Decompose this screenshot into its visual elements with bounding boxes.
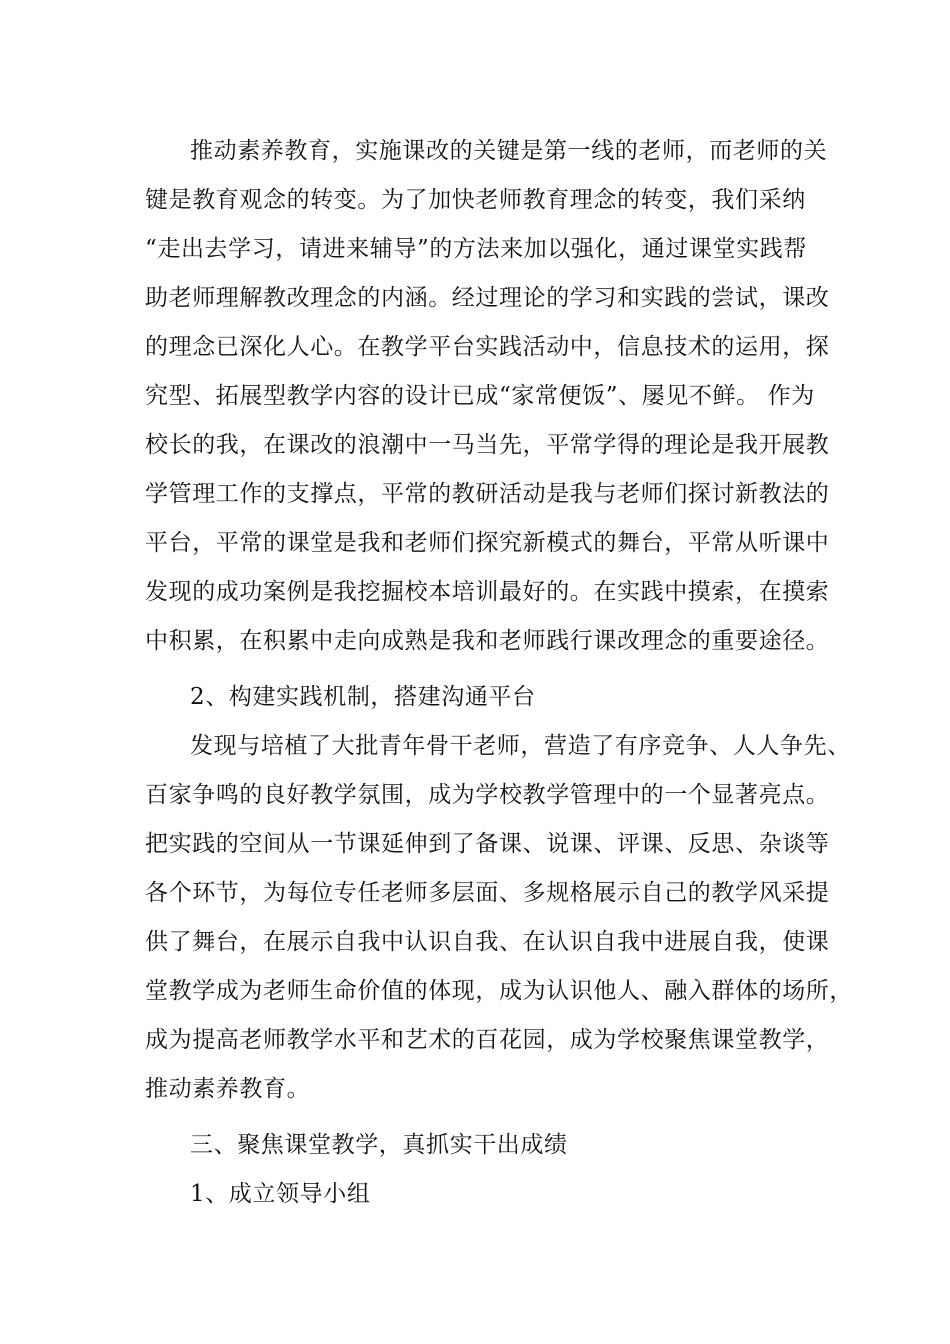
paragraph-line: “走出去学习，请进来辅导”的方法来加以强化，通过课堂实践帮 — [145, 236, 807, 262]
paragraph-line: 学管理工作的支撑点，平常的教研活动是我与老师们探讨新教法的 — [145, 481, 830, 507]
paragraph-line: 把实践的空间从一节课延伸到了备课、说课、评课、反思、杂谈等 — [145, 831, 830, 857]
section-heading: 2、构建实践机制，搭建沟通平台 — [190, 684, 536, 710]
paragraph-line: 发现的成功案例是我挖掘校本培训最好的。在实践中摸索，在摸索 — [145, 579, 830, 605]
section-heading: 三、聚焦课堂教学，真抓实干出成绩 — [190, 1132, 568, 1158]
paragraph-line: 成为提高老师教学水平和艺术的百花园，成为学校聚焦课堂教学， — [145, 1027, 830, 1053]
paragraph-line: 发现与培植了大批青年骨干老师，营造了有序竞争、人人争先、 — [190, 733, 851, 759]
paragraph-line: 推动素养教育。 — [145, 1076, 311, 1102]
paragraph-line: 供了舞台，在展示自我中认识自我、在认识自我中进展自我，使课 — [145, 929, 830, 955]
paragraph-line: 键是教育观念的转变。为了加快老师教育理念的转变，我们采纳 — [145, 187, 806, 213]
paragraph-line: 的理念已深化人心。在教学平台实践活动中，信息技术的运用，探 — [145, 334, 830, 360]
paragraph-line: 推动素养教育，实施课改的关键是第一线的老师，而老师的关 — [190, 138, 828, 164]
paragraph-line: 校长的我，在课改的浪潮中一马当先，平常学得的理论是我开展教 — [145, 432, 830, 458]
paragraph-line: 中积累，在积累中走向成熟是我和老师践行课改理念的重要途径。 — [145, 628, 830, 654]
paragraph-line: 百家争鸣的良好教学氛围，成为学校教学管理中的一个显著亮点。 — [145, 782, 830, 808]
paragraph-line: 堂教学成为老师生命价值的体现，成为认识他人、融入群体的场所， — [145, 978, 853, 1004]
paragraph-line: 各个环节，为每位专任老师多层面、多规格展示自己的教学风采提 — [145, 880, 830, 906]
paragraph-line: 究型、拓展型教学内容的设计已成“家常便饭”、屡见不鲜。 作为 — [145, 383, 815, 409]
subsection-heading: 1、成立领导小组 — [190, 1181, 371, 1207]
paragraph-line: 平台，平常的课堂是我和老师们探究新模式的舞台，平常从听课中 — [145, 530, 830, 556]
paragraph-line: 助老师理解教改理念的内涵。经过理论的学习和实践的尝试，课改 — [145, 285, 830, 311]
